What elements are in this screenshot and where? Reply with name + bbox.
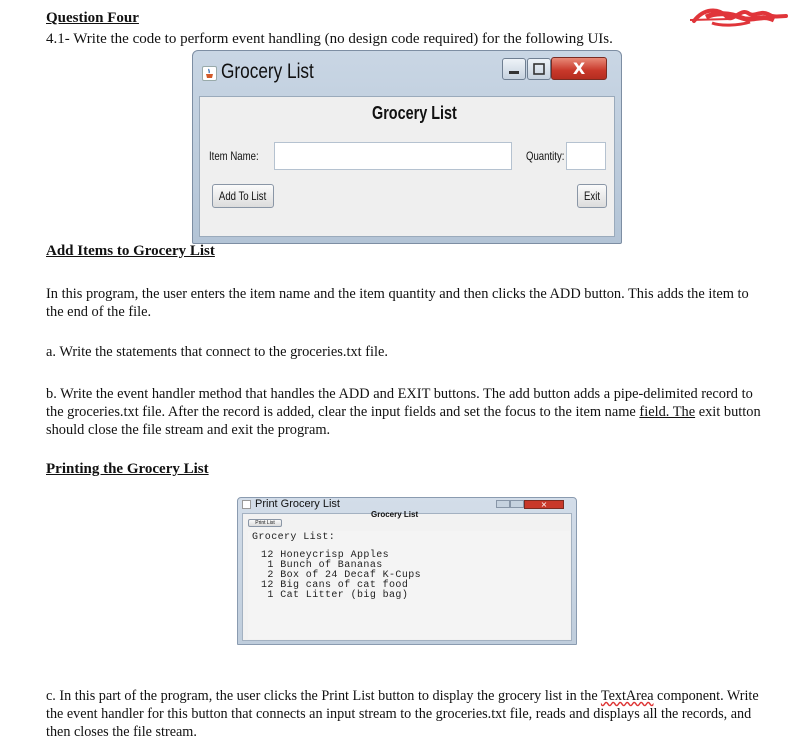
grocery-list-panel — [199, 96, 615, 237]
list-item: 12 Big cans of cat food — [261, 580, 409, 591]
java-cup-icon — [242, 500, 251, 509]
print-list-button[interactable] — [248, 519, 282, 527]
list-item: 2 Box of 24 Decaf K-Cups — [261, 570, 422, 581]
quantity-input[interactable] — [566, 142, 606, 170]
part-c-textarea-word: TextArea — [600, 688, 654, 704]
java-cup-icon — [202, 66, 217, 81]
close-button[interactable]: × — [524, 500, 564, 509]
print-panel-header: Grocery List — [371, 510, 419, 519]
window-title: Grocery List — [221, 60, 314, 83]
exit-label: Exit — [583, 189, 600, 203]
close-button[interactable]: X — [551, 57, 607, 80]
item-name-input[interactable] — [274, 142, 512, 170]
part-c-text — [46, 687, 766, 741]
list-item: 12 Honeycrisp Apples — [261, 550, 390, 561]
part-c-text-2: component. Write the event handler for this button that connects an input stream to the groceries.txt file, reads and displays all the records, and then closes the file stream. — [46, 688, 759, 740]
print-list-label: Print List — [255, 520, 275, 526]
add-to-list-label: Add To List — [219, 189, 267, 203]
part-c-text-1: c. In this part of the program, the user clicks the Print List button to display the grocery list in the — [46, 688, 601, 704]
part-b-text-1: b. Write the event handler method that handles the ADD and EXIT buttons. The add button adds a pipe-delimited record to the groceries.txt file. After the record is added, clear the input fields and set the focus to the item name — [46, 386, 753, 420]
question-subtitle: 4.1- Write the code to perform event handling (no design code required) for the following UIs. — [46, 31, 613, 47]
grocery-list-window — [192, 50, 622, 244]
minimize-button[interactable] — [496, 500, 510, 508]
red-scribble-mark — [690, 4, 788, 32]
part-b-underlined: field. The — [639, 404, 696, 420]
add-to-list-button[interactable] — [212, 184, 274, 208]
minimize-button[interactable] — [502, 58, 526, 80]
panel-header: Grocery List — [372, 103, 457, 123]
grocery-textarea[interactable] — [248, 531, 570, 639]
part-a-text: a. Write the statements that connect to the groceries.txt file. — [46, 344, 389, 360]
part-b-text — [46, 385, 766, 439]
question-title: Question Four — [46, 10, 139, 26]
print-grocery-list-window — [237, 497, 577, 645]
item-name-label: Item Name: — [209, 149, 259, 163]
list-title: Grocery List: — [252, 532, 336, 543]
maximize-icon — [528, 59, 550, 79]
minimize-icon — [503, 59, 525, 79]
maximize-button[interactable] — [527, 58, 551, 80]
print-panel — [242, 510, 572, 641]
quantity-label: Quantity: — [526, 149, 565, 163]
section2-heading: Printing the Grocery List — [46, 461, 209, 477]
exit-button[interactable] — [577, 184, 607, 208]
part-b-text-2: exit button should close the file stream and exit the program. — [46, 404, 761, 438]
maximize-button[interactable] — [510, 500, 524, 508]
list-item: 1 Bunch of Bananas — [261, 560, 383, 571]
window-titlebar — [193, 51, 621, 96]
list-item: 1 Cat Litter (big bag) — [261, 590, 409, 601]
section1-intro: In this program, the user enters the item name and the item quantity and then clicks the ADD button. This adds the item to the end of the file. — [46, 286, 749, 320]
print-window-title: Print Grocery List — [255, 498, 340, 510]
section1-heading: Add Items to Grocery List — [46, 243, 215, 259]
